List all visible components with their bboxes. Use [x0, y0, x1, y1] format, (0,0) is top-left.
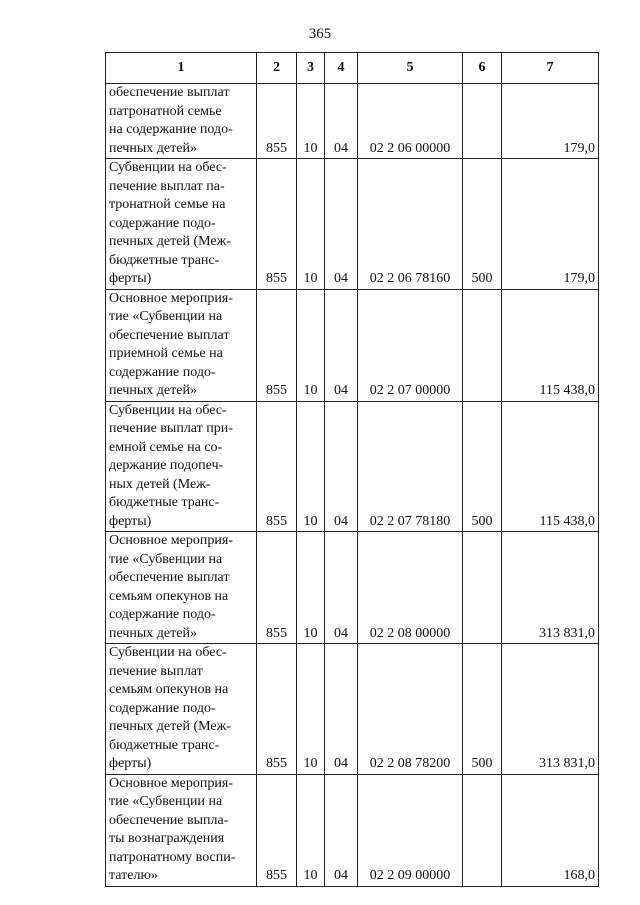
- row-admin-code: 855: [257, 84, 297, 159]
- row-admin-code: 855: [257, 532, 297, 644]
- row-target-article: 02 2 07 00000: [358, 289, 463, 401]
- table-row: [106, 401, 599, 532]
- table-row: [106, 84, 599, 159]
- description-line: семьям опекунов на: [109, 682, 229, 697]
- header-col-4: 4: [325, 53, 358, 84]
- row-subsection-code: 04: [325, 774, 358, 886]
- row-section-code: 10: [297, 84, 325, 159]
- description-line: обеспечение выплат: [109, 85, 230, 100]
- row-expense-type: 500: [463, 644, 502, 775]
- page-number: 365: [308, 26, 332, 42]
- description-line: ных детей (Меж-: [109, 476, 211, 492]
- description-line: на содержание подо-: [109, 122, 233, 137]
- table-row: [106, 289, 599, 401]
- row-amount: 168,0: [502, 774, 599, 886]
- row-section-code: 10: [297, 159, 325, 290]
- row-admin-code: 855: [257, 401, 297, 532]
- row-amount: 179,0: [502, 84, 599, 159]
- description-line: бюджетные транс-: [109, 495, 220, 510]
- description-line: ферты): [109, 513, 152, 529]
- row-target-article: 02 2 08 78200: [358, 644, 463, 775]
- row-target-article: 02 2 09 00000: [358, 774, 463, 886]
- description-line: содержание подо-: [109, 607, 216, 622]
- row-admin-code: 855: [257, 289, 297, 401]
- header-col-3: 3: [297, 53, 325, 84]
- row-target-article: 02 2 06 78160: [358, 159, 463, 290]
- description-line: содержание подо-: [109, 700, 216, 716]
- row-amount: 313 831,0: [502, 644, 599, 775]
- table-row: [106, 159, 599, 290]
- description-line: тронатной семье на: [109, 197, 226, 212]
- row-expense-type: [463, 289, 502, 401]
- description-line: тие «Субвенции на: [109, 309, 223, 324]
- table-row: [106, 644, 599, 775]
- description-line: держание подопеч-: [109, 458, 224, 473]
- table-header-row: [106, 53, 599, 84]
- row-subsection-code: 04: [325, 84, 358, 159]
- description-line: Субвенции на обес-: [109, 160, 227, 175]
- row-subsection-code: 04: [325, 401, 358, 532]
- description-line: Основное мероприя-: [109, 533, 233, 548]
- description-line: обеспечение выплат: [109, 327, 230, 343]
- description-line: Основное мероприя-: [109, 775, 233, 791]
- description-line: печных детей (Меж-: [109, 719, 231, 734]
- row-amount: 313 831,0: [502, 532, 599, 644]
- description-line: емной семье на со-: [109, 439, 223, 455]
- description-line: семьям опекунов на: [109, 588, 229, 604]
- row-section-code: 10: [297, 289, 325, 401]
- header-col-2: 2: [257, 53, 297, 84]
- row-amount: 179,0: [502, 159, 599, 290]
- description-line: тие «Субвенции на: [109, 794, 223, 809]
- row-description: [106, 84, 257, 159]
- row-target-article: 02 2 07 78180: [358, 401, 463, 532]
- row-target-article: 02 2 06 00000: [358, 84, 463, 159]
- row-subsection-code: 04: [325, 532, 358, 644]
- table-row: [106, 532, 599, 644]
- description-line: Основное мероприя-: [109, 290, 233, 306]
- description-line: печных детей»: [109, 140, 197, 156]
- header-col-7: 7: [502, 53, 599, 84]
- description-line: патронатной семье: [109, 103, 222, 119]
- description-line: печных детей»: [109, 383, 197, 398]
- description-line: ты вознаграждения: [109, 831, 225, 846]
- row-expense-type: [463, 532, 502, 644]
- row-subsection-code: 04: [325, 159, 358, 290]
- row-description: [106, 401, 257, 532]
- row-amount: 115 438,0: [502, 401, 599, 532]
- description-line: Субвенции на обес-: [109, 645, 227, 660]
- row-description: [106, 532, 257, 644]
- description-line: содержание подо-: [109, 364, 216, 380]
- row-expense-type: 500: [463, 401, 502, 532]
- row-section-code: 10: [297, 532, 325, 644]
- description-line: тие «Субвенции на: [109, 551, 223, 567]
- row-target-article: 02 2 08 00000: [358, 532, 463, 644]
- row-section-code: 10: [297, 774, 325, 886]
- row-section-code: 10: [297, 644, 325, 775]
- header-col-5: 5: [358, 53, 463, 84]
- description-line: патронатному воспи-: [109, 849, 236, 865]
- header-col-6: 6: [463, 53, 502, 84]
- description-line: печение выплат па-: [109, 178, 225, 194]
- budget-table: [105, 52, 599, 887]
- row-description: [106, 644, 257, 775]
- row-section-code: 10: [297, 401, 325, 532]
- description-line: печных детей»: [109, 625, 197, 641]
- header-col-1: 1: [106, 53, 257, 84]
- row-admin-code: 855: [257, 644, 297, 775]
- description-line: приемной семье на: [109, 346, 223, 361]
- description-line: содержание подо-: [109, 215, 216, 231]
- description-line: бюджетные транс-: [109, 252, 220, 268]
- description-line: печение выплат: [109, 663, 203, 679]
- row-subsection-code: 04: [325, 289, 358, 401]
- table-row: [106, 774, 599, 886]
- row-admin-code: 855: [257, 159, 297, 290]
- description-line: ферты): [109, 271, 152, 286]
- description-line: ферты): [109, 756, 152, 771]
- row-expense-type: [463, 774, 502, 886]
- row-description: [106, 289, 257, 401]
- description-line: Субвенции на обес-: [109, 402, 227, 418]
- row-admin-code: 855: [257, 774, 297, 886]
- description-line: обеспечение выпла-: [109, 812, 229, 828]
- description-line: тателю»: [109, 868, 158, 883]
- table-body: [106, 84, 599, 887]
- description-line: обеспечение выплат: [109, 570, 230, 585]
- description-line: бюджетные транс-: [109, 737, 220, 753]
- row-subsection-code: 04: [325, 644, 358, 775]
- description-line: печение выплат при-: [109, 421, 233, 436]
- row-description: [106, 774, 257, 886]
- description-line: печных детей (Меж-: [109, 234, 231, 249]
- row-description: [106, 159, 257, 290]
- row-amount: 115 438,0: [502, 289, 599, 401]
- row-expense-type: [463, 84, 502, 159]
- row-expense-type: 500: [463, 159, 502, 290]
